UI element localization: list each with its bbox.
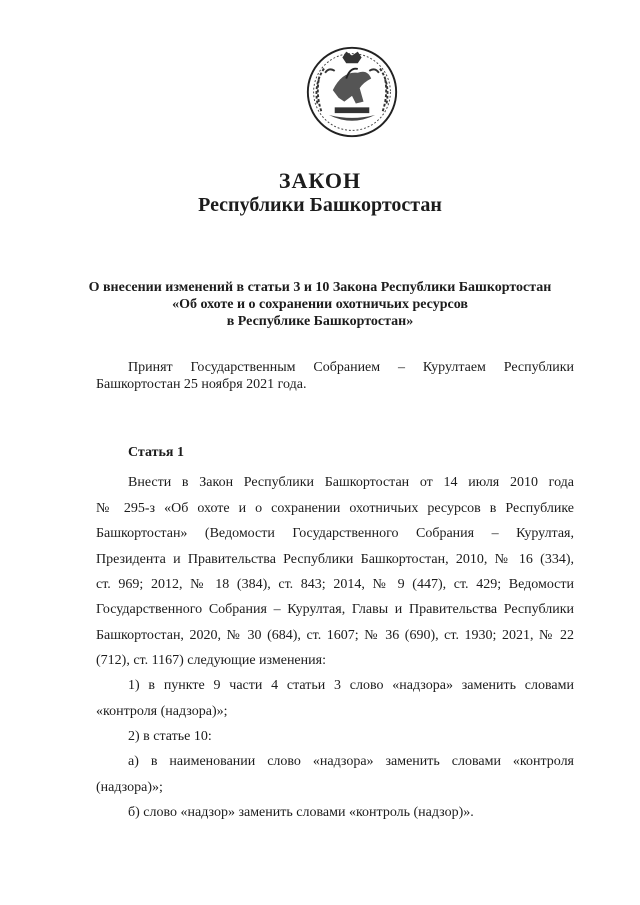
body-line: б) слово «надзор» заменить словами «контроль (надзор)». [128,805,474,820]
body-line: ст. 969; 2012, № 18 (384), ст. 843; 2014, № 9 (447), ст. 429; Ведомости [96,577,574,592]
law-subject [64,279,576,330]
subject-line: О внесении изменений в статьи 3 и 10 Закона Республики Башкортостан [88,280,552,295]
body-line: «контроля (надзора)»; [96,704,228,719]
adopted-line: Башкортостан 25 ноября 2021 года. [96,377,307,392]
coat-of-arms-emblem [304,44,400,140]
body-line: (надзора)»; [96,780,163,795]
adopted-line: Принят Государственным Собранием – Курултаем Республики [128,360,574,375]
law-subtitle: Республики Башкортостан [198,194,442,216]
body-line: Башкортостан, 2020, № 30 (684), ст. 1607; № 36 (690), ст. 1930; 2021, № 22 [96,628,574,643]
body-line: 1) в пункте 9 части 4 статьи 3 слово «надзора» заменить словами [128,678,574,693]
body-line: (712), ст. 1167) следующие изменения: [96,653,326,668]
body-line: а) в наименовании слово «надзора» заменить словами «контроля [128,754,574,769]
subject-line: «Об охоте и о сохранении охотничьих ресурсов [172,297,468,312]
body-line: Внести в Закон Республики Башкортостан от 14 июля 2010 года [128,475,574,490]
body-line: Государственного Собрания – Курултая, Главы и Правительства Республики [96,602,574,617]
body-line: Башкортостан» (Ведомости Государственного Собрания – Курултая, [96,526,574,541]
body-line: 2) в статье 10: [128,729,212,744]
body-line: Президента и Правительства Республики Башкортостан, 2010, № 16 (334), [96,552,574,567]
subject-line: в Республике Башкортостан» [226,314,414,329]
law-title: ЗАКОН [278,168,362,193]
body-line: № 295-з «Об охоте и о сохранении охотничьих ресурсов в Республике [96,501,574,516]
article-heading: Статья 1 [128,445,184,460]
